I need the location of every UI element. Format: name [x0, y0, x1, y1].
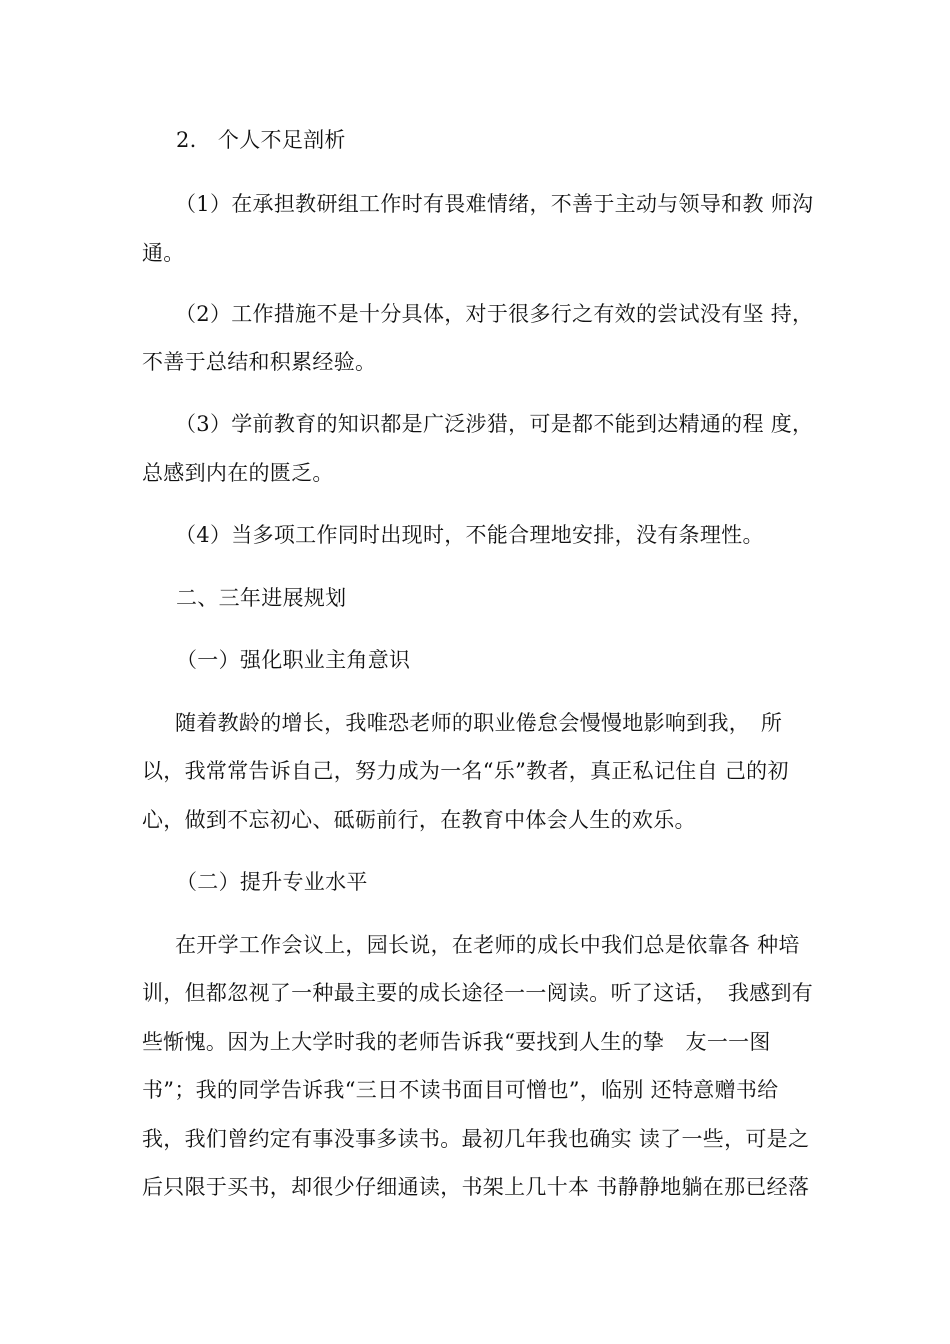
paragraph-line: 些惭愧。因为上大学时我的老师告诉我“要找到人生的挚 友一一图 — [142, 1030, 771, 1054]
paragraph-line: 随着教龄的增长，我唯恐老师的职业倦怠会慢慢地影响到我， 所 — [175, 711, 783, 735]
paragraph-line: （1）在承担教研组工作时有畏难情绪，不善于主动与领导和教 师沟 — [175, 192, 814, 216]
paragraph-line: 通。 — [142, 241, 185, 265]
paragraph-line: 不善于总结和积累经验。 — [142, 350, 377, 374]
subsection-heading-professional-level: （二）提升专业水平 — [176, 870, 368, 894]
paragraph-line: （2）工作措施不是十分具体，对于很多行之有效的尝试没有坚 持， — [175, 302, 814, 326]
paragraph-line: 在开学工作会议上，园长说，在老师的成长中我们总是依靠各 种培 — [175, 933, 800, 957]
section-heading-personal-shortcomings: 2. 个人不足剖析 — [176, 128, 346, 152]
section-heading-three-year-plan: 二、三年进展规划 — [176, 586, 347, 610]
subsection-heading-role-awareness: （一）强化职业主角意识 — [176, 648, 411, 672]
paragraph-line: 心，做到不忘初心、砥砺前行，在教育中体会人生的欢乐。 — [142, 808, 696, 832]
paragraph-line: 总感到内在的匮乏。 — [142, 461, 334, 485]
paragraph-line: 训，但都忽视了一种最主要的成长途径一一阅读。听了这话， 我感到有 — [142, 981, 814, 1005]
paragraph-line: 后只限于买书，却很少仔细通读，书架上几十本 书静静地躺在那已经落 — [142, 1175, 810, 1199]
paragraph-line: （4）当多项工作同时出现时，不能合理地安排，没有条理性。 — [175, 523, 764, 547]
paragraph-line: （3）学前教育的知识都是广泛涉猎，可是都不能到达精通的程 度， — [175, 412, 814, 436]
paragraph-line: 我，我们曾约定有事没事多读书。最初几年我也确实 读了一些，可是之 — [142, 1127, 810, 1151]
paragraph-line: 书”；我的同学告诉我“三日不读书面目可憎也”，临别 还特意赠书给 — [142, 1078, 779, 1102]
paragraph-line: 以，我常常告诉自己，努力成为一名“乐”教者，真正私记住自 己的初 — [142, 759, 789, 783]
